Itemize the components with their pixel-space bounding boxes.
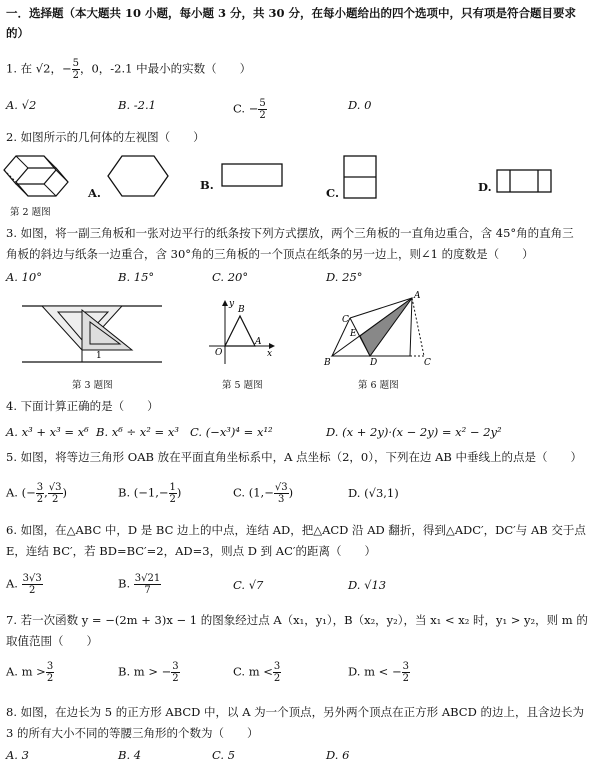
q1-stem: 1. 在 √2，− $\frac{5}{2}$ ，0，-2.1 中最小的实数（ ）: [6, 58, 252, 81]
q5-option-a[interactable]: A. (− $\frac{3}{2}$ , $\frac{√3}{2}$ ): [6, 482, 68, 505]
q2-label-a[interactable]: A.: [88, 186, 101, 200]
q5-stem: 5. 如图，将等边三角形 OAB 放在平面直角坐标系中，A 点坐标（2，0），下列在边 AB 中垂线上的点是（ ）: [6, 450, 583, 464]
q8-option-a[interactable]: A. 3: [6, 748, 29, 762]
q3-option-b[interactable]: B. 15°: [118, 270, 155, 284]
q5-x-label: x: [267, 349, 273, 359]
q2-view-b-rect: [221, 163, 283, 187]
q4-stem: 4. 下面计算正确的是（ ）: [6, 399, 159, 413]
q2-label-b[interactable]: B.: [200, 178, 214, 192]
q8-stem-line-1: 8. 如图，在边长为 5 的正方形 ABCD 中，以 A 为一个顶点，另外两个顶点在正方形 ABCD 的边上，且含边长为: [6, 705, 584, 719]
q1-stem-b: ，0，-2.1 中最小的实数（ ）: [79, 61, 252, 76]
q4-option-c[interactable]: C. (−x³)⁴ = x¹²: [190, 425, 273, 439]
q5-a-label: A: [255, 337, 262, 347]
q5-y-label: y: [229, 299, 235, 309]
q6-stem-line-1: 6. 如图，在△ABC 中，D 是 BC 边上的中点，连结 AD，把△ACD 沿 AD 翻折，得到△ADC′，DC′与 AB 交于点: [6, 523, 586, 537]
q1-stem-a: 1. 在: [6, 61, 33, 76]
q8-option-d[interactable]: D. 6: [326, 748, 350, 762]
svg-text:B: B: [324, 358, 331, 368]
q4-option-a[interactable]: A. x³ + x³ = x⁶: [6, 425, 89, 439]
q6-option-a[interactable]: A. $\frac{3√3}{2}$: [6, 573, 42, 596]
q5-option-b[interactable]: B. (−1,− $\frac{1}{2}$ ): [118, 482, 182, 505]
q3-option-a[interactable]: A. 10°: [6, 270, 42, 284]
q1-fraction: $\frac{5}{2}$: [72, 58, 79, 81]
q5-option-c[interactable]: C. (1,− $\frac{√3}{3}$ ): [233, 482, 294, 505]
q8-option-b[interactable]: B. 4: [118, 748, 142, 762]
q4-option-b[interactable]: B. x⁶ ÷ x² = x³: [96, 425, 179, 439]
q6-option-d[interactable]: D. √13: [348, 578, 387, 592]
q2-view-d-rect: [496, 169, 552, 193]
q3-figure: [22, 300, 162, 370]
q2-label-d[interactable]: D.: [478, 180, 492, 194]
q3-stem-line-2: 角板的斜边与纸条一边重合，含 30°角的三角板的一个顶点在纸条的另一边上，则∠1 的度数是（ ）: [6, 247, 534, 261]
q7-option-c[interactable]: C. m < $\frac{3}{2}$: [233, 661, 281, 684]
q2-view-a-hexagon: [106, 154, 170, 198]
q2-view-c-rect: [343, 155, 377, 199]
q7-option-b[interactable]: B. m > − $\frac{3}{2}$: [118, 661, 179, 684]
q5-figure: [205, 298, 275, 370]
q1-option-a[interactable]: A. √2: [6, 98, 37, 112]
q1-neg: −: [61, 61, 72, 76]
q2-solid-figure: [2, 148, 70, 204]
q3-option-c[interactable]: C. 20°: [212, 270, 249, 284]
q3-stem-line-1: 3. 如图，将一副三角板和一张对边平行的纸条按下列方式摆放，两个三角板的一直角边重合，含 45°角的直角三: [6, 226, 574, 240]
section-title-line-2: 的）: [6, 26, 29, 40]
svg-text:C: C: [342, 315, 349, 325]
q5-o-label: O: [215, 348, 223, 358]
q8-stem-line-2: 3 的所有大小不同的等腰三角形的个数为（ ）: [6, 726, 259, 740]
svg-text:E: E: [350, 329, 357, 339]
q3-angle-label: 1: [96, 351, 102, 361]
q2-stem: 2. 如图所示的几何体的左视图（ ）: [6, 130, 205, 144]
q8-option-c[interactable]: C. 5: [212, 748, 236, 762]
q5-caption: 第 5 题图: [222, 380, 263, 391]
q1-option-d[interactable]: D. 0: [348, 98, 372, 112]
q6-stem-line-2: E，连结 BC′，若 BD=BC′=2，AD=3，则点 D 到 AC′的距离（ ）: [6, 544, 376, 558]
q3-caption: 第 3 题图: [72, 380, 113, 391]
svg-text:D: D: [370, 358, 378, 368]
q1-option-b[interactable]: B. -2.1: [118, 98, 156, 112]
q5-b-label: B: [238, 305, 245, 315]
q7-option-a[interactable]: A. m > $\frac{3}{2}$: [6, 661, 54, 684]
q6-option-b[interactable]: B. $\frac{3√21}{7}$: [118, 573, 161, 596]
q6-option-c[interactable]: C. √7: [233, 578, 264, 592]
q7-stem-line-1: 7. 若一次函数 y = −(2m + 3)x − 1 的图象经过点 A（x₁，y₁），B（x₂，y₂），当 x₁ < x₂ 时，y₁ > y₂，则 m 的: [6, 613, 588, 627]
q7-stem-line-2: 取值范围（ ）: [6, 634, 98, 648]
section-title-line-1: 一．选择题（本大题共 10 小题，每小题 3 分，共 30 分，在每小题给出的四个选项中，只有项是符合题目要求: [6, 6, 577, 20]
svg-text:A: A: [414, 291, 421, 301]
q1-sqrt2: √2: [35, 61, 51, 76]
svg-text:C: C: [424, 358, 431, 368]
q2-caption: 第 2 题图: [10, 207, 51, 218]
q3-option-d[interactable]: D. 25°: [326, 270, 363, 284]
q5-option-d[interactable]: D. (√3,1): [348, 486, 399, 500]
q6-caption: 第 6 题图: [358, 380, 399, 391]
q2-label-c[interactable]: C.: [326, 186, 339, 200]
q4-option-d[interactable]: D. (x + 2y)·(x − 2y) = x² − 2y²: [326, 425, 502, 439]
q1-option-c[interactable]: C. − $\frac{5}{2}$: [233, 98, 266, 121]
q6-figure: [320, 292, 440, 368]
q7-option-d[interactable]: D. m < − $\frac{3}{2}$: [348, 661, 409, 684]
